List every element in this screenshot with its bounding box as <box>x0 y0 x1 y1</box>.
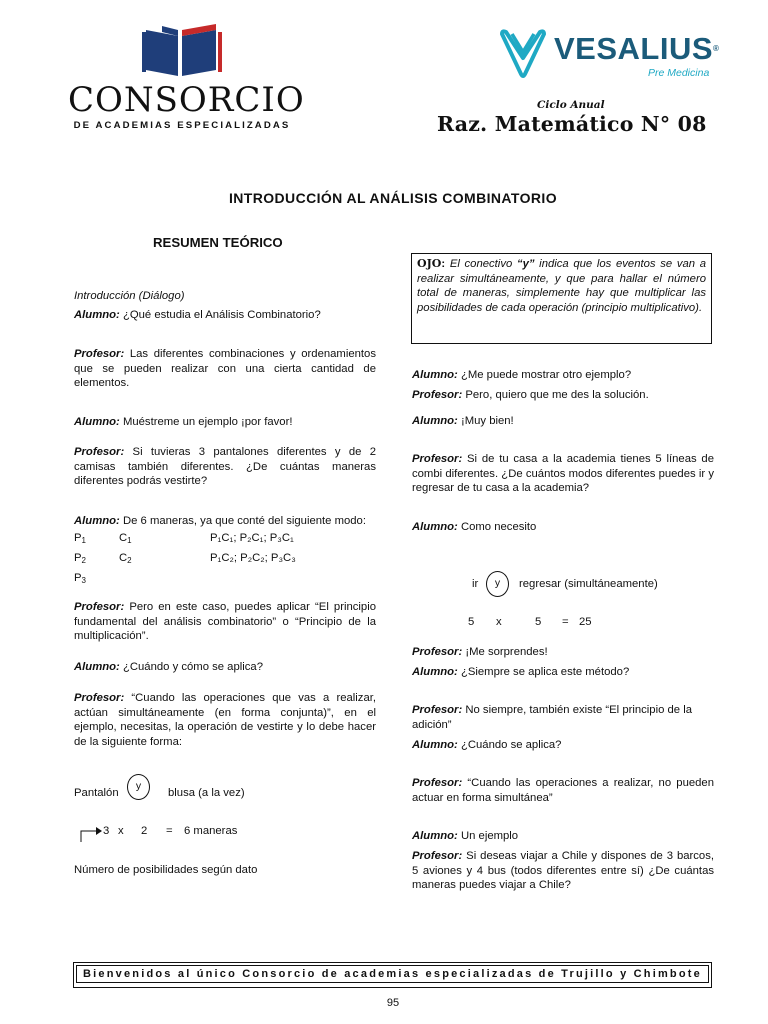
footer-banner-text: Bienvenidos al único Consorcio de academias especializadas de Trujillo y Chimbote <box>76 965 709 983</box>
y-circle: y <box>486 571 509 597</box>
dialogue-line: Alumno: ¿Cuándo se aplica? <box>412 739 562 751</box>
vesalius-v-icon <box>498 28 548 80</box>
table-cell: $C_2$ <box>119 552 132 565</box>
arrow-icon <box>80 824 104 844</box>
diagram-number: 3 <box>103 825 110 837</box>
consorcio-name: CONSORCIO <box>68 80 305 120</box>
table-cell: $C_1$ <box>119 532 132 545</box>
book-icon <box>66 22 298 82</box>
dialogue-line: Profesor: Las diferentes combinaciones y ordenamientos que se pueden realizar con una cierta cantidad de elementos. <box>74 348 376 390</box>
consorcio-logo <box>66 22 305 134</box>
vesalius-name: VESALIUS® <box>554 31 720 66</box>
diagram-label: regresar (simultáneamente) <box>519 578 658 590</box>
dialogue-line: Profesor: ¡Me sorprendes! <box>412 646 548 658</box>
diagram-operator: x <box>496 616 502 628</box>
y-circle: y <box>127 774 150 800</box>
diagram-number: 5 <box>468 616 475 628</box>
dialogue-line: Profesor: Pero en este caso, puedes aplicar “El principio fundamental del análisis combinatorio” o “Principio de la multiplicación”. <box>74 601 376 643</box>
course-title: Raz. Matemático N° 08 <box>437 112 707 136</box>
diagram-operator: x <box>118 825 124 837</box>
diagram-number: 2 <box>141 825 148 837</box>
dialogue-line: Profesor: Pero, quiero que me des la solución. <box>412 389 649 401</box>
table-cell: $P_1$ <box>74 532 86 545</box>
page-number: 95 <box>386 997 400 1009</box>
diagram-label: Pantalón <box>74 787 119 799</box>
dialogue-line: Alumno: ¿Cuándo y cómo se aplica? <box>74 661 263 673</box>
cycle-label: Ciclo Anual <box>537 99 605 111</box>
ojo-note-box: OJO: El conectivo “y” indica que los eventos se van a realizar simultáneamente, y que para hallar el número total de maneras, simplemente hay que multiplicar las posibilidades de cada operación (principio multiplicativo). <box>411 253 712 344</box>
table-cell: $P_3$ <box>74 572 86 585</box>
diagram-operator: = <box>166 825 173 837</box>
dialogue-line: Profesor: “Cuando las operaciones a realizar, no pueden actuar en forma simultánea” <box>412 777 714 804</box>
dialogue-line: Profesor: Si tuvieras 3 pantalones diferentes y de 2 camisas también diferentes. ¿De cuántas maneras diferentes podrás vestirte? <box>74 446 376 488</box>
diagram-operator: = <box>562 616 569 628</box>
dialogue-line: Profesor: Si de tu casa a la academia tienes 5 líneas de combi diferentes. ¿De cuántos modos diferentes puedes ir y regresar de tu casa a la academia? <box>412 453 714 495</box>
footer-banner <box>73 962 712 988</box>
diagram-result: 6 maneras <box>184 825 238 837</box>
dialogue-line: Profesor: No siempre, también existe “El principio de la adición” <box>412 704 693 731</box>
dialogue-line: Alumno: Muéstreme un ejemplo ¡por favor! <box>74 416 293 428</box>
dialogue-line: Profesor: Si deseas viajar a Chile y dispones de 3 barcos, 5 aviones y 4 bus (todos diferentes entre sí) ¿De cuántas maneras puedes viajar a Chile? <box>412 850 714 892</box>
dialogue-line: Alumno: De 6 maneras, ya que conté del siguiente modo: <box>74 515 366 527</box>
dialogue-line: Alumno: ¿Me puede mostrar otro ejemplo? <box>412 369 632 381</box>
dialogue-line: Profesor: “Cuando las operaciones que vas a realizar, actúan simultáneamente (en forma conjunta)”, en el ejemplo, necesitas, la operación de vestirte y lo debe hacer de la siguiente forma: <box>74 692 376 748</box>
vesalius-tagline: Pre Medicina <box>648 67 710 79</box>
table-cell: $P_2$ <box>74 552 86 565</box>
dialogue-line: Alumno: ¡Muy bien! <box>412 415 514 427</box>
diagram-label: blusa (a la vez) <box>168 787 245 799</box>
section-subtitle: RESUMEN TEÓRICO <box>153 235 283 250</box>
table-cell: P₁C₂; P₂C₂; P₃C₃ <box>210 552 296 564</box>
diagram-label: ir <box>472 578 479 590</box>
consorcio-tagline: DE ACADEMIAS ESPECIALIZADAS <box>73 120 291 131</box>
diagram-number: 5 <box>535 616 542 628</box>
table-cell: P₁C₁; P₂C₁; P₃C₁ <box>210 532 294 544</box>
dialogue-line: Alumno: Un ejemplo <box>412 830 519 842</box>
vesalius-logo <box>498 28 738 84</box>
note-text: Número de posibilidades según dato <box>74 864 258 876</box>
dialogue-line: Alumno: Como necesito <box>412 521 537 533</box>
page-title: INTRODUCCIÓN AL ANÁLISIS COMBINATORIO <box>229 190 557 206</box>
dialogue-line: Alumno: ¿Qué estudia el Análisis Combinatorio? <box>74 309 321 321</box>
intro-label: Introducción (Diálogo) <box>74 290 185 302</box>
dialogue-line: Alumno: ¿Siempre se aplica este método? <box>412 666 630 678</box>
diagram-result: 25 <box>579 616 592 628</box>
